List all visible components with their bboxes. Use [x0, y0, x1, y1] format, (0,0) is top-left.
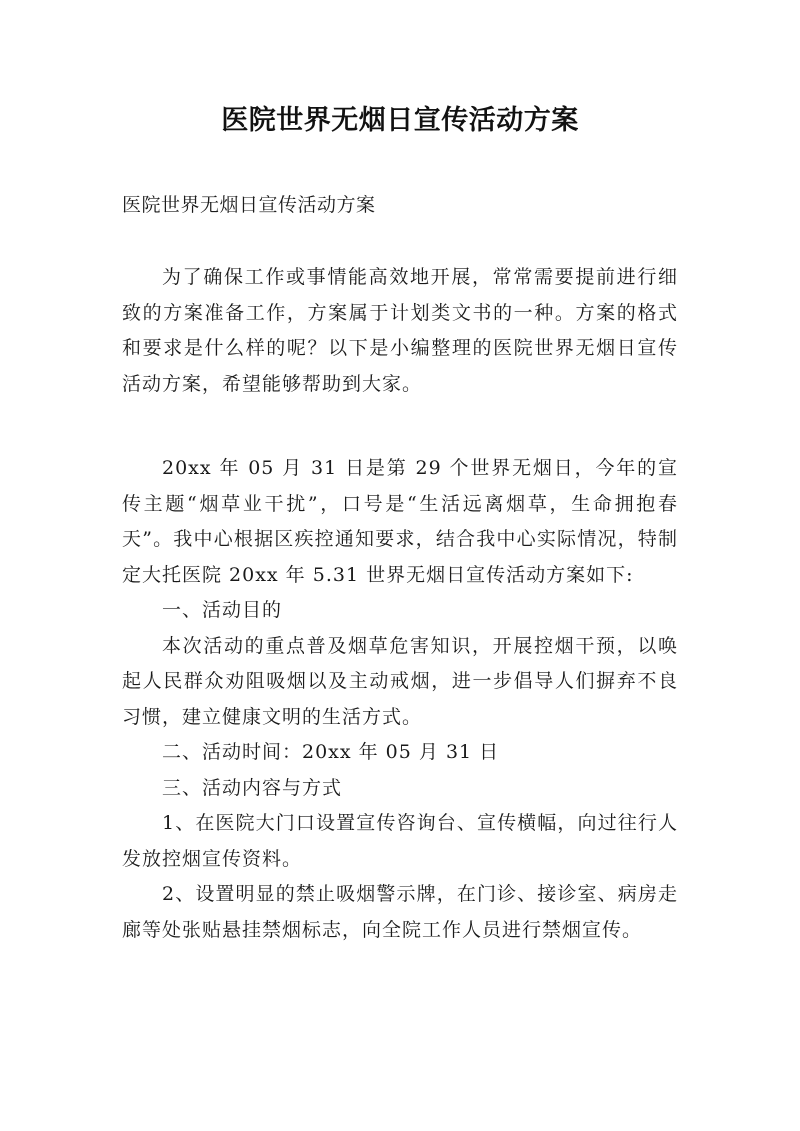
content-item-1: 1、在医院大门口设置宣传咨询台、宣传横幅，向过往行人发放控烟宣传资料。 — [122, 812, 678, 870]
intro-paragraph: 为了确保工作或事情能高效地开展，常常需要提前进行细致的方案准备工作，方案属于计划类文书的一种。方案的格式和要求是什么样的呢？以下是小编整理的医院世界无烟日宣传活动方案，希望能够帮助到大家。 — [122, 266, 678, 395]
paragraph-purpose: 本次活动的重点普及烟草危害知识，开展控烟干预，以唤起人民群众劝阻吸烟以及主动戒烟，进一步倡导人们摒弃不良习惯，建立健康文明的生活方式。 — [122, 634, 678, 728]
heading-purpose: 一、活动目的 — [162, 599, 283, 621]
intro-section — [122, 260, 678, 402]
content-item-2: 2、设置明显的禁止吸烟警示牌，在门诊、接诊室、病房走廊等处张贴悬挂禁烟标志，向全院工作人员进行禁烟宣传。 — [122, 883, 678, 941]
document-title: 医院世界无烟日宣传活动方案 — [221, 105, 579, 136]
document-subtitle: 医院世界无烟日宣传活动方案 — [122, 194, 376, 216]
heading-time: 二、活动时间：20xx 年 05 月 31 日 — [162, 741, 500, 763]
paragraph-background: 20xx 年 05 月 31 日是第 29 个世界无烟日，今年的宣传主题“烟草业干扰”，口号是“生活远离烟草，生命拥抱春天”。我中心根据区疾控通知要求，结合我中心实际情况，特制定大托医院 20xx 年 5.31 世界无烟日宣传活动方案如下: — [122, 457, 678, 586]
heading-content: 三、活动内容与方式 — [162, 776, 343, 799]
main-section — [122, 451, 678, 948]
